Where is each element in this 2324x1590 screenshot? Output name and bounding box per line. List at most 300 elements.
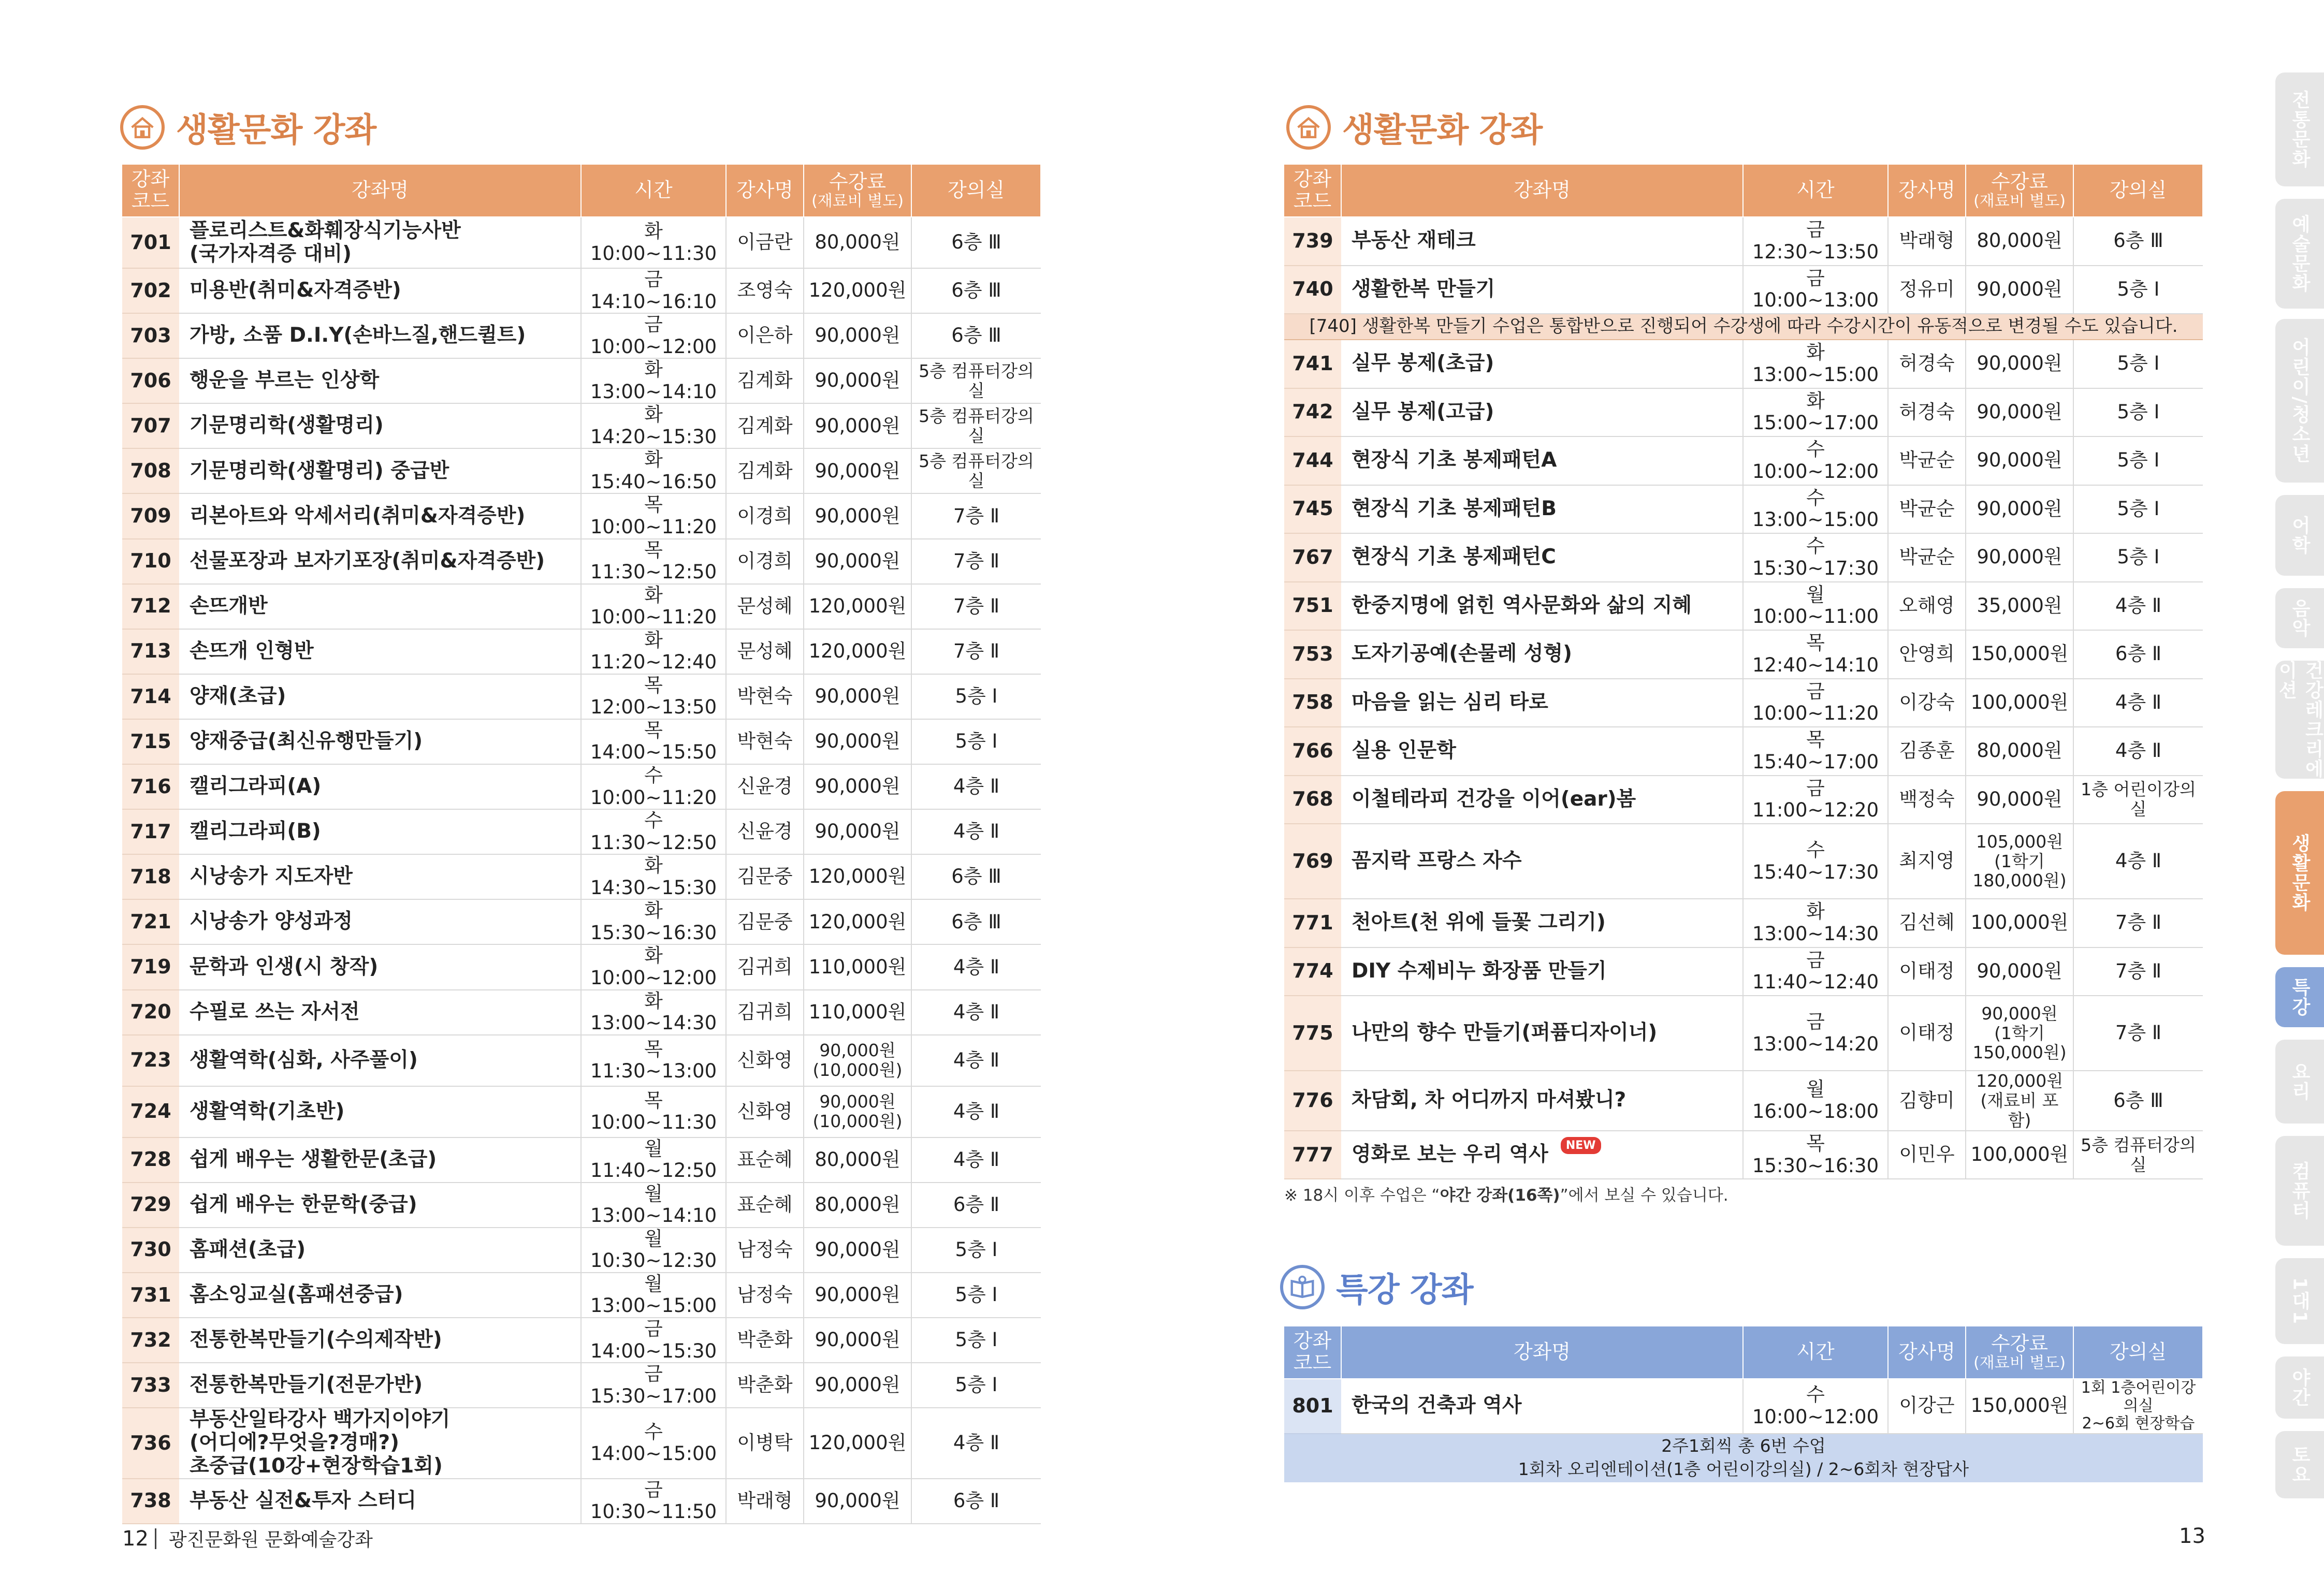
- table-row: [122, 854, 1041, 899]
- course-code: 706: [122, 358, 179, 403]
- course-room: 4층 Ⅱ: [911, 944, 1041, 989]
- course-room: 6층 Ⅲ: [911, 313, 1041, 358]
- course-name: 캘리그라피(B): [179, 809, 581, 854]
- left-section-title: 생활문화 강좌: [120, 101, 376, 153]
- course-fee: 120,000원: [804, 854, 911, 899]
- course-time: 목 10:00~11:30: [581, 1086, 726, 1137]
- course-room: 6층 Ⅲ: [2073, 1071, 2203, 1131]
- course-teacher: 신윤경: [726, 764, 804, 809]
- course-code: 708: [122, 448, 179, 493]
- course-code: 701: [122, 217, 179, 268]
- course-room: 4층 Ⅱ: [2073, 824, 2203, 899]
- course-code: 777: [1284, 1131, 1341, 1179]
- course-code: 753: [1284, 630, 1341, 679]
- book-icon: [1280, 1265, 1325, 1309]
- course-code: 733: [122, 1363, 179, 1408]
- table-row: [122, 268, 1041, 313]
- notice-row: [1284, 314, 2203, 340]
- course-teacher: 이민우: [1888, 1131, 1966, 1179]
- course-code: 712: [122, 584, 179, 629]
- course-time: 화 15:40~16:50: [581, 448, 726, 493]
- course-fee: 90,000원: [804, 719, 911, 764]
- course-room: 5층 Ⅰ: [911, 1228, 1041, 1273]
- course-room: 4층 Ⅱ: [911, 809, 1041, 854]
- side-tab-label: 음악: [2289, 599, 2311, 638]
- course-room: 5층 Ⅰ: [2073, 388, 2203, 437]
- table-header: [1284, 164, 2203, 217]
- course-name: 손뜨개반: [179, 584, 581, 629]
- table-row: [1284, 630, 2203, 679]
- course-time: 화 14:30~15:30: [581, 854, 726, 899]
- course-teacher: 표순혜: [726, 1183, 804, 1228]
- course-time: 목 11:30~12:50: [581, 539, 726, 584]
- course-name: 플로리스트&화훼장식기능사반 (국가자격증 대비): [179, 217, 581, 268]
- course-name: 부동산일타강사 백가지이야기 (어디에?무엇을?경매?) 초중급(10강+현장학습1회): [179, 1408, 581, 1479]
- course-room: 6층 Ⅱ: [911, 1183, 1041, 1228]
- table-row: [1284, 217, 2203, 266]
- course-fee: 90,000원: [804, 493, 911, 538]
- course-time: 화 11:20~12:40: [581, 629, 726, 674]
- side-tab-label: 생활문화: [2289, 834, 2311, 912]
- course-code: 707: [122, 403, 179, 448]
- course-time: 화 15:30~16:30: [581, 899, 726, 944]
- course-fee: 80,000원: [804, 217, 911, 268]
- course-time: 화 10:00~11:30: [581, 217, 726, 268]
- course-room: 4층 Ⅱ: [2073, 679, 2203, 727]
- table-row: [122, 809, 1041, 854]
- side-tab-label: 어린이/청소년: [2289, 338, 2311, 464]
- course-fee: 150,000원: [1966, 1379, 2073, 1434]
- table-row: [122, 1137, 1041, 1183]
- course-code: 719: [122, 944, 179, 989]
- course-code: 703: [122, 313, 179, 358]
- table-row: [122, 448, 1041, 493]
- side-tab[interactable]: [2275, 1040, 2324, 1124]
- table-row: [1284, 388, 2203, 437]
- course-fee: 90,000원: [1966, 533, 2073, 582]
- page-number: 12: [122, 1526, 149, 1551]
- course-fee: 90,000원: [1966, 340, 2073, 388]
- course-code: 702: [122, 268, 179, 313]
- course-teacher: 신화영: [726, 1086, 804, 1137]
- course-time: 금 14:10~16:10: [581, 268, 726, 313]
- table-row: [122, 674, 1041, 719]
- course-code: 731: [122, 1273, 179, 1318]
- course-code: 775: [1284, 996, 1341, 1071]
- course-time: 월 16:00~18:00: [1743, 1071, 1888, 1131]
- course-fee: 80,000원: [804, 1137, 911, 1183]
- course-code: 774: [1284, 947, 1341, 996]
- course-code: 758: [1284, 679, 1341, 727]
- course-name: 미용반(취미&자격증반): [179, 268, 581, 313]
- right-course-table: [1284, 164, 2203, 1179]
- side-tab[interactable]: [2275, 319, 2324, 483]
- course-time: 금 10:00~13:00: [1743, 266, 1888, 314]
- course-fee: 90,000원: [804, 358, 911, 403]
- header-time: 시간: [1743, 164, 1888, 217]
- course-room: 1회 1층어린이강의실 2~6회 현장학습: [2073, 1379, 2203, 1434]
- table-row: [1284, 996, 2203, 1071]
- course-fee: 100,000원: [1966, 679, 2073, 727]
- course-fee: 120,000원: [804, 1408, 911, 1479]
- course-name: 마음을 읽는 심리 타로: [1341, 679, 1743, 727]
- course-time: 수 14:00~15:00: [581, 1408, 726, 1479]
- course-time: 목 12:40~14:10: [1743, 630, 1888, 679]
- table-row: [122, 1479, 1041, 1524]
- table-row: [122, 403, 1041, 448]
- course-name: 시낭송가 양성과정: [179, 899, 581, 944]
- course-code: 801: [1284, 1379, 1341, 1434]
- course-name: 전통한복만들기(수의제작반): [179, 1318, 581, 1363]
- course-name: 이철테라피 건강을 이어(ear)봄: [1341, 776, 1743, 824]
- course-teacher: 안영희: [1888, 630, 1966, 679]
- course-room: 6층 Ⅲ: [2073, 217, 2203, 266]
- course-fee: 105,000원 (1학기 180,000원): [1966, 824, 2073, 899]
- course-fee: 80,000원: [1966, 727, 2073, 776]
- course-teacher: 문성혜: [726, 584, 804, 629]
- side-tab[interactable]: [2275, 967, 2324, 1027]
- course-code: 767: [1284, 533, 1341, 582]
- table-row: [122, 1228, 1041, 1273]
- table-row: [122, 764, 1041, 809]
- right-section-title: 생활문화 강좌: [1286, 101, 1542, 153]
- course-room: 5층 Ⅰ: [2073, 533, 2203, 582]
- course-fee: 90,000원: [804, 809, 911, 854]
- course-name: 양재중급(최신유행만들기): [179, 719, 581, 764]
- course-teacher: 이병탁: [726, 1408, 804, 1479]
- course-fee: 90,000원: [1966, 436, 2073, 485]
- header-room: 강의실: [2073, 1326, 2203, 1379]
- course-code: 715: [122, 719, 179, 764]
- header-teacher: 강사명: [726, 164, 804, 217]
- table-row: [1284, 1071, 2203, 1131]
- table-row: [122, 358, 1041, 403]
- course-code: 709: [122, 493, 179, 538]
- course-name: 쉽게 배우는 생활한문(초급): [179, 1137, 581, 1183]
- course-fee: 90,000원: [804, 674, 911, 719]
- house-icon: [1286, 105, 1331, 150]
- table-row: [1284, 1131, 2203, 1179]
- course-teacher: 남정숙: [726, 1228, 804, 1273]
- course-time: 금 14:00~15:30: [581, 1318, 726, 1363]
- course-fee: 90,000원: [1966, 388, 2073, 437]
- table-row: [122, 1183, 1041, 1228]
- course-fee: 120,000원: [804, 899, 911, 944]
- course-time: 화 10:00~11:20: [581, 584, 726, 629]
- table-row: [1284, 679, 2203, 727]
- course-teacher: 이태정: [1888, 947, 1966, 996]
- course-room: 7층 Ⅱ: [2073, 947, 2203, 996]
- course-fee: 90,000원: [804, 1273, 911, 1318]
- side-tab-label: 예술문화: [2289, 214, 2311, 293]
- course-fee: 90,000원: [1966, 947, 2073, 996]
- table-row: [122, 539, 1041, 584]
- course-room: 7층 Ⅱ: [911, 493, 1041, 538]
- course-teacher: 신윤경: [726, 809, 804, 854]
- side-tab-label: 1대1: [2289, 1277, 2311, 1325]
- course-fee: 90,000원: [804, 313, 911, 358]
- course-time: 수 11:30~12:50: [581, 809, 726, 854]
- course-teacher: 이은하: [726, 313, 804, 358]
- side-tab[interactable]: [2275, 199, 2324, 309]
- course-time: 화 13:00~14:10: [581, 358, 726, 403]
- course-room: 6층 Ⅱ: [2073, 630, 2203, 679]
- course-teacher: 김종훈: [1888, 727, 1966, 776]
- header-time: 시간: [1743, 1326, 1888, 1379]
- course-time: 금 15:30~17:00: [581, 1363, 726, 1408]
- side-tab[interactable]: [2275, 1258, 2324, 1344]
- course-fee: 90,000원: [804, 1479, 911, 1524]
- course-fee: 90,000원: [1966, 485, 2073, 534]
- side-tab[interactable]: [2275, 661, 2324, 779]
- course-teacher: 허경숙: [1888, 340, 1966, 388]
- header-room: 강의실: [2073, 164, 2203, 217]
- course-name: 행운을 부르는 인상학: [179, 358, 581, 403]
- course-teacher: 김계화: [726, 358, 804, 403]
- table-row: [1284, 266, 2203, 314]
- course-room: 4층 Ⅱ: [911, 764, 1041, 809]
- course-name: 전통한복만들기(전문가반): [179, 1363, 581, 1408]
- course-name: 시낭송가 지도자반: [179, 854, 581, 899]
- course-code: 739: [1284, 217, 1341, 266]
- course-fee: 100,000원: [1966, 1131, 2073, 1179]
- course-teacher: 박래형: [726, 1479, 804, 1524]
- course-code: 724: [122, 1086, 179, 1137]
- course-code: 729: [122, 1183, 179, 1228]
- course-time: 수 10:00~12:00: [1743, 436, 1888, 485]
- course-room: 7층 Ⅱ: [911, 584, 1041, 629]
- course-time: 수 15:30~17:30: [1743, 533, 1888, 582]
- course-code: 713: [122, 629, 179, 674]
- course-room: 4층 Ⅱ: [2073, 582, 2203, 631]
- header-teacher: 강사명: [1888, 164, 1966, 217]
- course-code: 718: [122, 854, 179, 899]
- course-fee: 90,000원: [1966, 776, 2073, 824]
- course-name: 문학과 인생(시 창작): [179, 944, 581, 989]
- side-tab[interactable]: [2275, 791, 2324, 955]
- table-row: [122, 944, 1041, 989]
- course-room: 6층 Ⅲ: [911, 854, 1041, 899]
- course-fee: 90,000원 (1학기 150,000원): [1966, 996, 2073, 1071]
- course-room: 1층 어린이강의실: [2073, 776, 2203, 824]
- course-code: 710: [122, 539, 179, 584]
- table-row: [122, 217, 1041, 268]
- course-room: 4층 Ⅱ: [911, 990, 1041, 1035]
- course-name: 부동산 실전&투자 스터디: [179, 1479, 581, 1524]
- table-row: [1284, 1379, 2203, 1434]
- course-code: 716: [122, 764, 179, 809]
- course-teacher: 허경숙: [1888, 388, 1966, 437]
- course-room: 5층 Ⅰ: [2073, 436, 2203, 485]
- course-name: 생활한복 만들기: [1341, 266, 1743, 314]
- course-code: 720: [122, 990, 179, 1035]
- course-name: 현장식 기초 봉제패턴A: [1341, 436, 1743, 485]
- course-time: 화 14:20~15:30: [581, 403, 726, 448]
- course-time: 금 12:30~13:50: [1743, 217, 1888, 266]
- header-room: 강의실: [911, 164, 1041, 217]
- course-code: 768: [1284, 776, 1341, 824]
- course-teacher: 박현숙: [726, 674, 804, 719]
- footer-text: 광진문화원 문화예술강좌: [168, 1529, 373, 1551]
- course-name: 한국의 건축과 역사: [1341, 1379, 1743, 1434]
- side-tab[interactable]: [2275, 1431, 2324, 1498]
- course-fee: 80,000원: [804, 1183, 911, 1228]
- course-fee: 90,000원: [804, 1318, 911, 1363]
- course-teacher: 김계화: [726, 403, 804, 448]
- table-header: [122, 164, 1041, 217]
- course-code: 751: [1284, 582, 1341, 631]
- course-time: 화 10:00~12:00: [581, 944, 726, 989]
- course-room: 7층 Ⅱ: [2073, 899, 2203, 947]
- table-row: [1284, 727, 2203, 776]
- course-time: 월 13:00~14:10: [581, 1183, 726, 1228]
- side-tab[interactable]: [2275, 1136, 2324, 1246]
- course-fee: 80,000원: [1966, 217, 2073, 266]
- course-teacher: 김계화: [726, 448, 804, 493]
- course-name: 실용 인문학: [1341, 727, 1743, 776]
- course-code: 717: [122, 809, 179, 854]
- course-room: 6층 Ⅲ: [911, 217, 1041, 268]
- header-code: 강좌 코드: [1284, 164, 1341, 217]
- course-time: 목 11:30~13:00: [581, 1035, 726, 1086]
- course-teacher: 표순혜: [726, 1137, 804, 1183]
- note-line-2: 1회차 오리엔테이션(1층 어린이강의실) / 2~6회차 현장답사: [1518, 1459, 1969, 1479]
- course-code: 766: [1284, 727, 1341, 776]
- course-time: 수 15:40~17:30: [1743, 824, 1888, 899]
- table-row: [1284, 485, 2203, 534]
- footer-left: [122, 1525, 373, 1552]
- course-code: 744: [1284, 436, 1341, 485]
- header-teacher: 강사명: [1888, 1326, 1966, 1379]
- course-teacher: 김선혜: [1888, 899, 1966, 947]
- course-room: 4층 Ⅱ: [911, 1408, 1041, 1479]
- course-fee: 90,000원: [1966, 266, 2073, 314]
- course-time: 수 10:00~11:20: [581, 764, 726, 809]
- course-teacher: 박현숙: [726, 719, 804, 764]
- course-room: 6층 Ⅲ: [911, 899, 1041, 944]
- table-row: [1284, 947, 2203, 996]
- course-time: 목 10:00~11:20: [581, 493, 726, 538]
- header-name: 강좌명: [1341, 1326, 1743, 1379]
- course-name: 캘리그라피(A): [179, 764, 581, 809]
- course-name: 꼼지락 프랑스 자수: [1341, 824, 1743, 899]
- course-teacher: 이강근: [1888, 1379, 1966, 1434]
- special-note-row: [1284, 1434, 2203, 1482]
- side-tab[interactable]: [2275, 495, 2324, 576]
- course-name: 생활역학(기초반): [179, 1086, 581, 1137]
- table-row: [122, 719, 1041, 764]
- course-fee: 100,000원: [1966, 899, 2073, 947]
- course-teacher: 이태정: [1888, 996, 1966, 1071]
- course-code: 732: [122, 1318, 179, 1363]
- course-fee: 110,000원: [804, 990, 911, 1035]
- course-teacher: 이경희: [726, 539, 804, 584]
- course-teacher: 정유미: [1888, 266, 1966, 314]
- course-time: 화 13:00~15:00: [1743, 340, 1888, 388]
- course-time: 화 15:00~17:00: [1743, 388, 1888, 437]
- course-name: 생활역학(심화, 사주풀이): [179, 1035, 581, 1086]
- course-teacher: 오해영: [1888, 582, 1966, 631]
- table-row: [122, 629, 1041, 674]
- course-time: 월 10:00~11:00: [1743, 582, 1888, 631]
- course-fee: 90,000원: [804, 1363, 911, 1408]
- side-tab-label: 요리: [2289, 1062, 2311, 1101]
- course-time: 금 11:40~12:40: [1743, 947, 1888, 996]
- course-code: 714: [122, 674, 179, 719]
- header-fee: 수강료 (재료비 별도): [1966, 164, 2073, 217]
- side-tab-label: 어학: [2289, 516, 2311, 555]
- course-time: 월 13:00~15:00: [581, 1273, 726, 1318]
- course-time: 금 10:00~12:00: [581, 313, 726, 358]
- course-teacher: 최지영: [1888, 824, 1966, 899]
- course-room: 5층 Ⅰ: [2073, 266, 2203, 314]
- course-time: 금 13:00~14:20: [1743, 996, 1888, 1071]
- course-room: 6층 Ⅱ: [911, 1479, 1041, 1524]
- course-time: 월 11:40~12:50: [581, 1137, 726, 1183]
- course-name: 손뜨개 인형반: [179, 629, 581, 674]
- course-name: DIY 수제비누 화장품 만들기: [1341, 947, 1743, 996]
- course-code: 723: [122, 1035, 179, 1086]
- course-name: 쉽게 배우는 한문학(중급): [179, 1183, 581, 1228]
- new-badge: NEW: [1561, 1137, 1601, 1154]
- course-fee: 90,000원: [804, 1228, 911, 1273]
- course-room: 5층 Ⅰ: [911, 719, 1041, 764]
- course-teacher: 박균순: [1888, 533, 1966, 582]
- side-tab[interactable]: [2275, 1356, 2324, 1419]
- course-teacher: 남정숙: [726, 1273, 804, 1318]
- header-code: 강좌 코드: [1284, 1326, 1341, 1379]
- side-tab-label: 건강레크리에이션: [2276, 661, 2323, 779]
- course-code: 740: [1284, 266, 1341, 314]
- course-name: 홈패션(초급): [179, 1228, 581, 1273]
- table-row: [1284, 340, 2203, 388]
- house-icon: [120, 105, 165, 150]
- course-code: 738: [122, 1479, 179, 1524]
- side-tab-label: 컴퓨터: [2289, 1161, 2311, 1220]
- course-time: 목 14:00~15:50: [581, 719, 726, 764]
- course-teacher: 이금란: [726, 217, 804, 268]
- course-name: 가방, 소품 D.I.Y(손바느질,핸드퀼트): [179, 313, 581, 358]
- course-fee: 90,000원: [804, 403, 911, 448]
- course-code: 742: [1284, 388, 1341, 437]
- course-name: 부동산 재테크: [1341, 217, 1743, 266]
- table-header: [1284, 1326, 2203, 1379]
- course-name: 현장식 기초 봉제패턴B: [1341, 485, 1743, 534]
- side-tab[interactable]: [2275, 72, 2324, 186]
- table-row: [1284, 776, 2203, 824]
- course-name: 현장식 기초 봉제패턴C: [1341, 533, 1743, 582]
- course-room: 7층 Ⅱ: [911, 629, 1041, 674]
- table-row: [1284, 533, 2203, 582]
- course-name: 양재(초급): [179, 674, 581, 719]
- course-code: 736: [122, 1408, 179, 1479]
- course-name: 기문명리학(생활명리): [179, 403, 581, 448]
- course-time: 목 12:00~13:50: [581, 674, 726, 719]
- course-code: 769: [1284, 824, 1341, 899]
- course-teacher: 백정숙: [1888, 776, 1966, 824]
- course-room: 5층 Ⅰ: [911, 1318, 1041, 1363]
- side-tab[interactable]: [2275, 588, 2324, 648]
- table-row: [122, 990, 1041, 1035]
- course-time: 화 13:00~14:30: [581, 990, 726, 1035]
- course-teacher: 김귀희: [726, 944, 804, 989]
- header-time: 시간: [581, 164, 726, 217]
- course-fee: 90,000원: [804, 448, 911, 493]
- table-row: [1284, 582, 2203, 631]
- course-room: 5층 컴퓨터강의실: [2073, 1131, 2203, 1179]
- side-tab-label: 야간: [2289, 1368, 2311, 1407]
- header-name: 강좌명: [179, 164, 581, 217]
